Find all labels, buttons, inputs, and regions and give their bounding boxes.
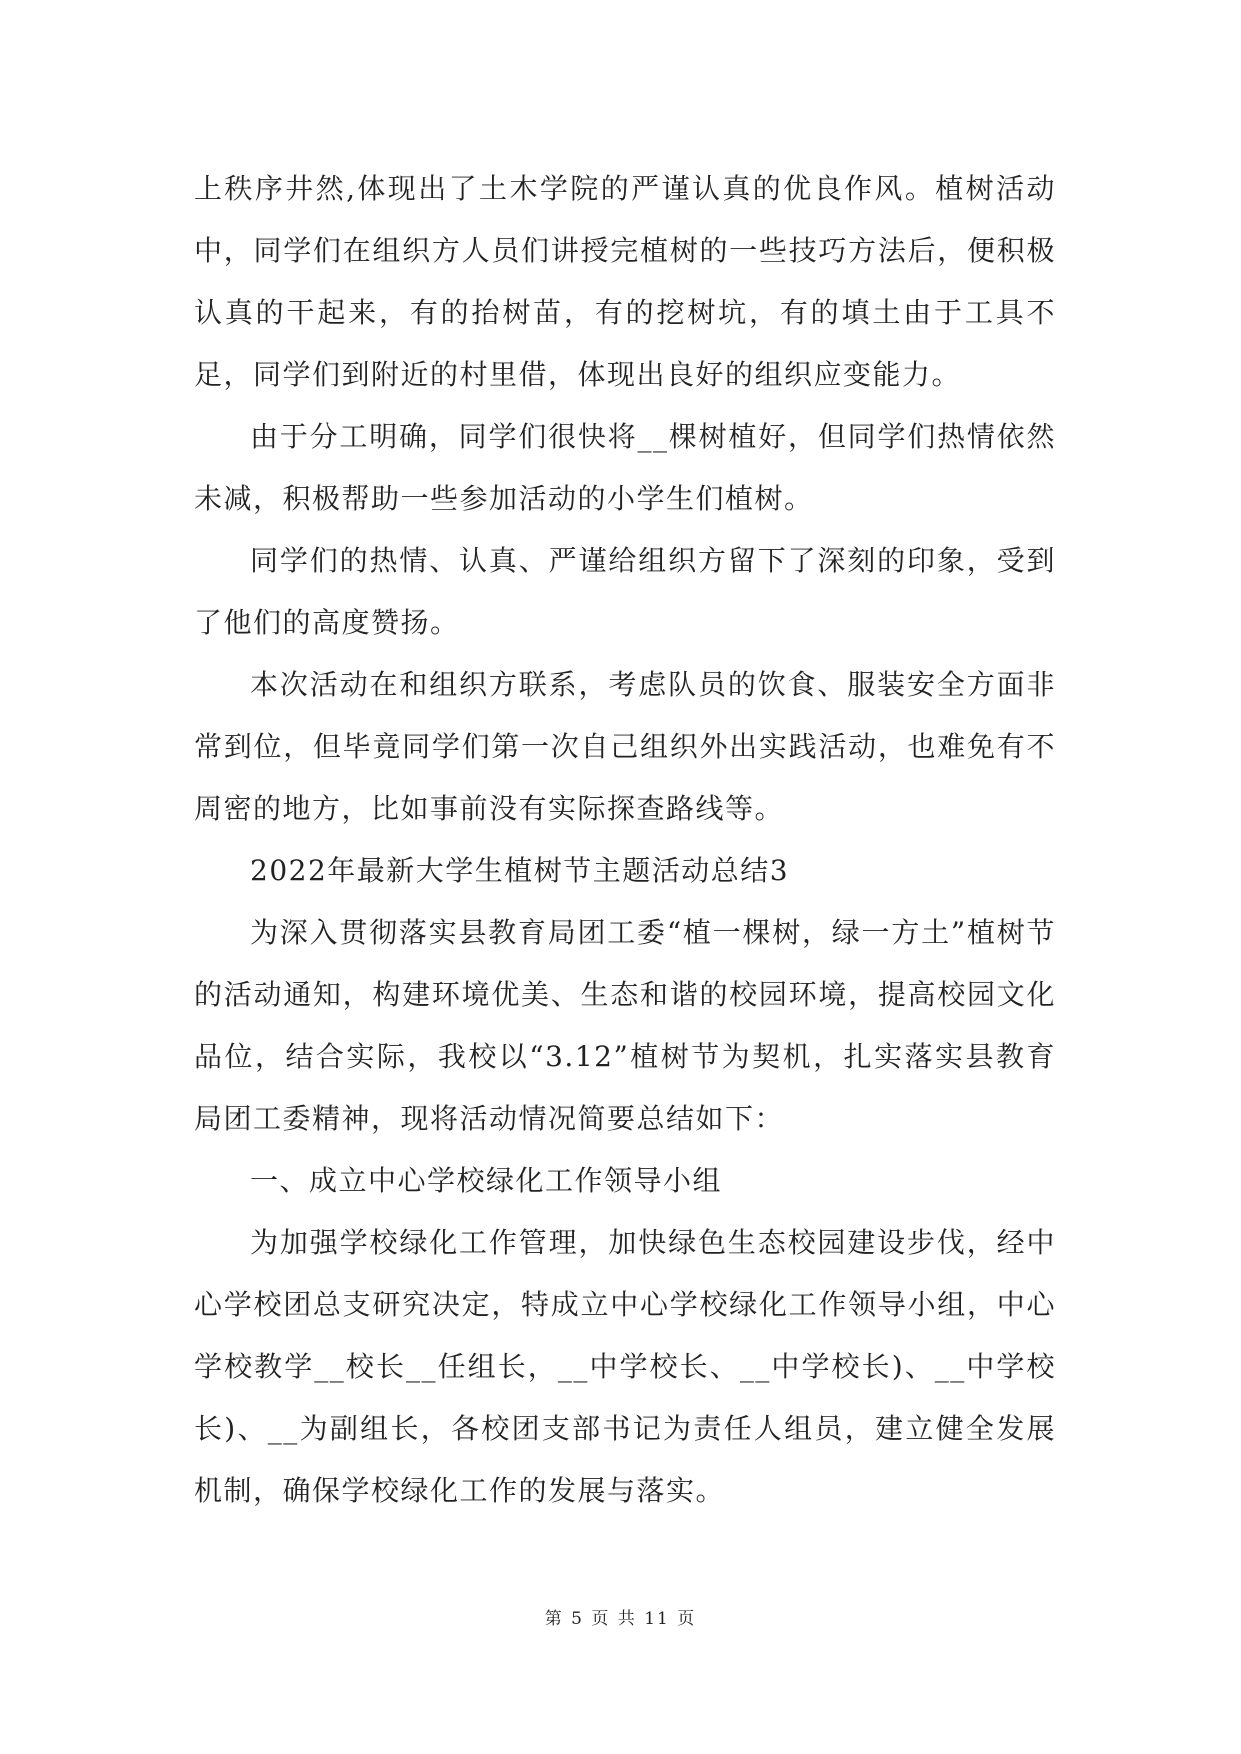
paragraph: 为深入贯彻落实县教育局团工委“植一棵树，绿一方土”植树节的活动通知，构建环境优美、生态和谐的校园环境，提高校园文化品位，结合实际，我校以“3.12”植树节为契机，扎实落实县教育局团工委精神，现将活动情况简要总结如下：: [194, 916, 1056, 1135]
paragraph: 为加强学校绿化工作管理，加快绿色生态校园建设步伐，经中心学校团总支研究决定，特成立中心学校绿化工作领导小组，中心学校教学__校长__任组长，__中学校长、__中学校长)、__中学校长)、__为副组长，各校团支部书记为责任人组员，建立健全发展机制，确保学校绿化工作的发展与落实。: [194, 1226, 1056, 1507]
paragraph: 由于分工明确，同学们很快将__棵树植好，但同学们热情依然未减，积极帮助一些参加活动的小学生们植树。: [194, 420, 1056, 515]
section-heading: 一、成立中心学校绿化工作领导小组: [250, 1164, 723, 1197]
page-number-footer: 第 5 页 共 11 页: [544, 1609, 697, 1629]
paragraph-continuation: 上秩序井然,体现出了土木学院的严谨认真的优良作风。植树活动中，同学们在组织方人员们讲授完植树的一些技巧方法后，便积极认真的干起来，有的抬树苗，有的挖树坑，有的填土由于工具不足，同学们到附近的村里借，体现出良好的组织应变能力。: [194, 172, 1056, 391]
paragraph: 本次活动在和组织方联系，考虑队员的饮食、服装安全方面非常到位，但毕竟同学们第一次自己组织外出实践活动，也难免有不周密的地方，比如事前没有实际探查路线等。: [194, 668, 1056, 825]
document-body: [194, 158, 1056, 1522]
section-title: 2022年最新大学生植树节主题活动总结3: [250, 854, 790, 887]
paragraph: 同学们的热情、认真、严谨给组织方留下了深刻的印象，受到了他们的高度赞扬。: [194, 544, 1056, 639]
